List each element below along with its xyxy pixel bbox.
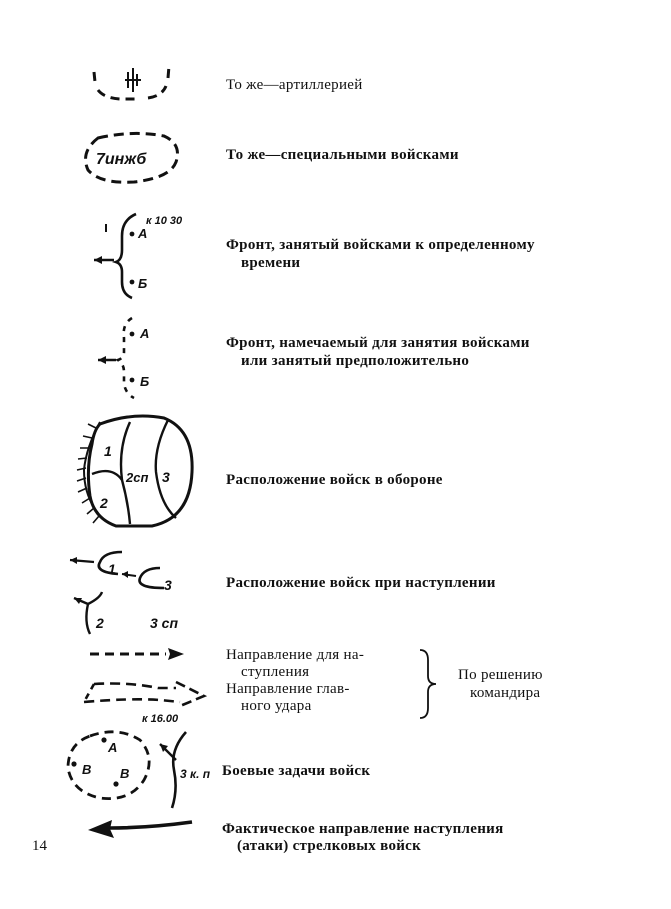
defense-description: Расположение войск в обороне <box>226 472 443 488</box>
front-occupied-line-1: Фронт, занятый войсками к определенному <box>226 237 535 253</box>
offense-layout-symbol-icon <box>64 546 204 638</box>
defense-unit-2sp-label: 2сп <box>126 470 149 485</box>
artillery-description: То же—артиллерией <box>226 77 363 93</box>
task-unit-label: 3 к. п <box>180 767 211 781</box>
combat-tasks-symbol-icon <box>62 724 222 810</box>
point-a-label: А <box>138 226 148 241</box>
task-point-v-label: В <box>82 762 92 777</box>
special-troops-symbol-icon <box>78 130 188 185</box>
directions-description <box>226 647 364 715</box>
actual-direction-description <box>222 821 504 855</box>
special-troops-unit-label: 7инжб <box>96 151 147 168</box>
front-time-label: к 10 30 <box>146 215 183 227</box>
task-point-v2-label: В <box>120 766 130 781</box>
front-planned-line-2: или занятый предположительно <box>241 353 470 369</box>
actual-direction-line-2: (атаки) стрелковых войск <box>237 838 422 854</box>
front-planned-symbol-icon <box>96 314 176 402</box>
special-troops-description: То же—специальными войсками <box>226 147 459 163</box>
front-occupied-symbol-icon <box>92 208 202 300</box>
front-planned-description <box>226 334 530 370</box>
main-strike-time-label: к 16.00 <box>142 713 179 725</box>
defense-layout-symbol-icon <box>72 408 202 533</box>
offense-unit-3sp-label: 3 сп <box>150 615 179 631</box>
commander-note-line-1: По решению <box>458 667 543 683</box>
offense-unit-3-label: 3 <box>164 577 172 593</box>
actual-direction-line-1: Фактическое направление наступления <box>222 821 504 837</box>
direction-line-3: Направление глав- <box>226 681 350 697</box>
offense-unit-2-label: 2 <box>96 615 104 631</box>
offense-unit-1-label: 1 <box>108 561 116 577</box>
commander-note-line-2: командира <box>470 685 541 701</box>
commander-decision-note <box>458 666 543 702</box>
actual-direction-arrow-icon <box>86 814 196 844</box>
point-b-label: Б <box>138 276 148 291</box>
planned-point-a-label: А <box>140 326 150 341</box>
defense-unit-1-label: 1 <box>104 443 112 459</box>
page-number: 14 <box>32 838 47 854</box>
direction-line-4: ного удара <box>241 698 312 714</box>
task-point-a-label: А <box>108 740 118 755</box>
front-occupied-description <box>226 236 535 272</box>
attack-direction-arrow-icon <box>88 646 188 662</box>
direction-line-2: ступления <box>241 664 310 680</box>
defense-unit-2-label: 2 <box>100 495 108 511</box>
defense-unit-3-label: 3 <box>162 469 170 485</box>
direction-line-1: Направление для на- <box>226 647 365 663</box>
main-strike-direction-arrow-icon <box>80 676 210 724</box>
artillery-symbol-icon <box>86 64 186 106</box>
offense-description: Расположение войск при наступлении <box>226 575 496 591</box>
planned-point-b-label: Б <box>140 374 150 389</box>
combat-tasks-description: Боевые задачи войск <box>222 763 371 779</box>
front-occupied-line-2: времени <box>241 255 301 271</box>
front-planned-line-1: Фронт, намечаемый для занятия войсками <box>226 335 530 351</box>
grouping-brace-icon <box>418 648 438 725</box>
